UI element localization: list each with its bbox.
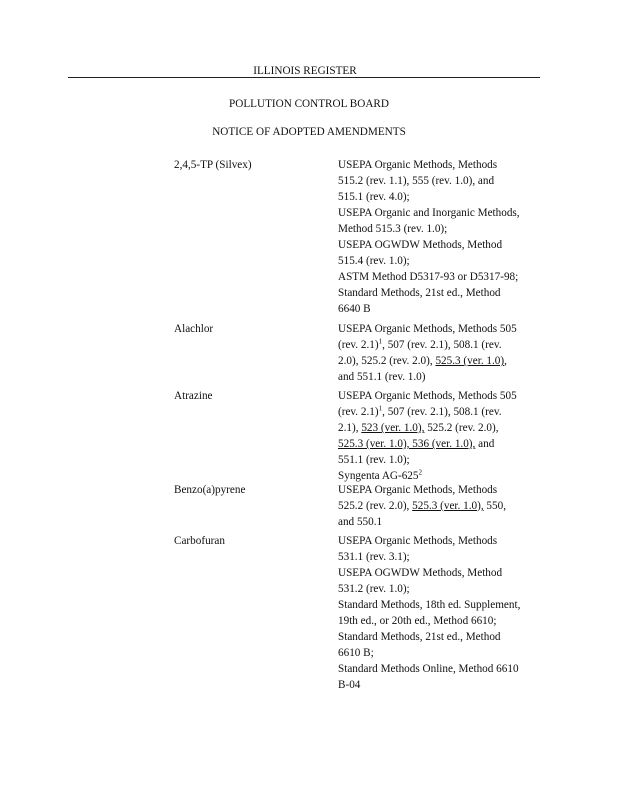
method-text: 550, and 550.1: [338, 500, 506, 528]
method-entry: USEPA Organic Methods, Methods 515.2 (rev. 1.1), 555 (rev. 1.0), and 515.1 (rev. 4.0);: [338, 159, 498, 203]
contaminant-name: Carbofuran: [174, 535, 225, 547]
amended-method-text: 525.3 (ver. 1.0): [435, 355, 505, 367]
contaminant-name: Alachlor: [174, 323, 214, 335]
method-text: USEPA Organic Methods, Methods 525.2 (rev. 2.0),: [338, 484, 498, 512]
method-entry: USEPA OGWDW Methods, Method 515.4 (rev. 1.0);: [338, 239, 503, 267]
header-rule: [68, 77, 540, 78]
contaminant-name: 2,4,5-TP (Silvex): [174, 159, 252, 171]
contaminant-name: Atrazine: [174, 390, 213, 402]
method-entry: Standard Methods, 21st ed., Method 6610 B;: [338, 631, 501, 659]
method-entry: USEPA Organic and Inorganic Methods, Method 515.3 (rev. 1.0);: [338, 207, 520, 235]
method-entry: USEPA OGWDW Methods, Method 531.2 (rev. 1.0);: [338, 567, 503, 595]
footnote-marker: 1: [378, 337, 383, 346]
method-text: USEPA Organic Methods, Methods 505 (rev. 2.1): [338, 390, 517, 418]
method-entry: USEPA Organic Methods, Methods 531.1 (rev. 3.1);: [338, 535, 498, 563]
method-entry: Standard Methods, 21st ed., Method 6640 B: [338, 287, 501, 315]
method-entry: Standard Methods, 18th ed. Supplement, 19th ed., or 20th ed., Method 6610;: [338, 599, 521, 627]
amended-method-text: 525.3 (ver. 1.0), 536 (ver. 1.0),: [338, 438, 476, 450]
method-entry: Standard Methods Online, Method 6610 B-04: [338, 663, 519, 691]
footnote-marker: 1: [378, 404, 383, 413]
method-text: , 507 (rev. 2.1), 508.1 (rev. 2.0), 525.2 (rev. 2.0),: [338, 339, 502, 367]
method-entry: ASTM Method D5317-93 or D5317-98;: [338, 271, 519, 283]
method-text: 525.2 (rev. 2.0),: [424, 422, 499, 434]
method-list: [338, 321, 522, 385]
method-list: [338, 157, 522, 317]
footnote-marker: 2: [418, 468, 422, 477]
amended-method-text: 525.3 (ver. 1.0),: [412, 500, 484, 512]
method-text: and 551.1 (rev. 1.0);: [338, 438, 495, 466]
method-list: [338, 482, 522, 530]
board-name: POLLUTION CONTROL BOARD: [229, 98, 389, 110]
method-text: , 507 (rev. 2.1), 508.1 (rev. 2.1),: [338, 406, 502, 434]
method-text: , and 551.1 (rev. 1.0): [338, 355, 507, 383]
notice-title: NOTICE OF ADOPTED AMENDMENTS: [212, 126, 406, 138]
amended-method-text: 523 (ver. 1.0),: [361, 422, 425, 434]
contaminant-name: Benzo(a)pyrene: [174, 484, 246, 496]
method-list: [338, 388, 522, 484]
register-title: ILLINOIS REGISTER: [253, 65, 357, 77]
method-list: [338, 533, 522, 693]
method-text: USEPA Organic Methods, Methods 505 (rev. 2.1): [338, 323, 517, 351]
method-text: Syngenta AG-625: [338, 470, 419, 482]
